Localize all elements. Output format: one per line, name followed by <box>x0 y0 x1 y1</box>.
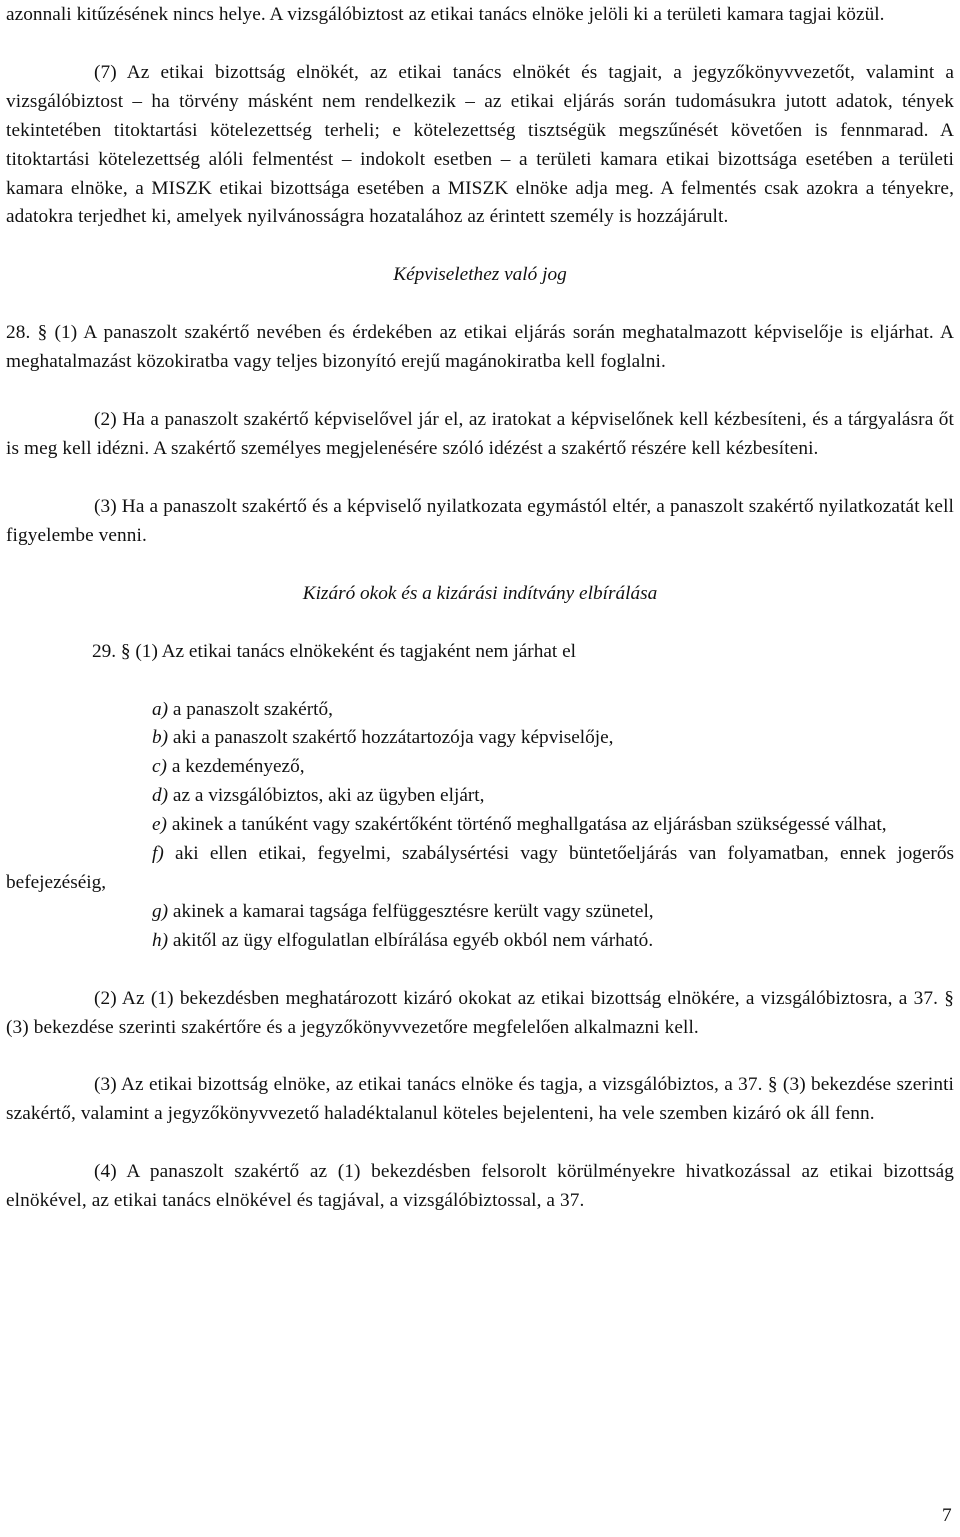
section-29-paragraph-3: (3) Az etikai bizottság elnöke, az etikai tanács elnöke és tagja, a vizsgálóbiztos, a 37. § (3) bekezdése szerinti szakértő, valamint a jegyzőkönyvvezető haladéktalanul köteles bejelenteni, ha vele szemben kizáró ok áll fenn. <box>6 1074 954 1125</box>
section-29-paragraph-1: 29. § (1) Az etikai tanács elnökeként és tagjaként nem járhat el <box>92 640 576 662</box>
section-heading-29: Kizáró okok és a kizárási indítvány elbírálása <box>302 582 658 604</box>
section-29-paragraph-4: (4) A panaszolt szakértő az (1) bekezdésben felsorolt körülményekre hivatkozással az etikai bizottság elnökével, az etikai tanács elnökével és tagjával, a vizsgálóbiztossal, a 37. <box>6 1161 954 1212</box>
exclusion-list <box>6 696 954 956</box>
paragraph-7: (7) Az etikai bizottság elnökét, az etikai tanács elnökét és tagjait, a jegyzőkönyvvezetőt, valamint a vizsgálóbiztost – ha törvény másként nem rendelkezik – az etikai eljárás során tudomásukra jutott adatok, tények tekintetében titoktartási kötelezettség terheli; e kötelezettség tisztségük megszűnését követően is fennmarad. A titoktartási kötelezettség alóli felmentést – indokolt esetben – a területi kamara etikai bizottsága esetében a területi kamara elnöke, a MISZK etikai bizottsága esetében a MISZK elnöke adja meg. A felmentés csak azokra a tényekre, adatokra terjedhet ki, amelyek nyilvánosságra hozatalához az érintett személy is hozzájárult. <box>6 61 954 228</box>
section-heading-28: Képviselethez való jog <box>393 264 567 286</box>
document-page <box>6 1 954 1216</box>
intro-paragraph: azonnali kitűzésének nincs helye. A vizsgálóbiztost az etikai tanács elnöke jelöli ki a területi kamara tagjai közül. <box>6 4 885 25</box>
list-item: e) akinek a tanúként vagy szakértőként történő meghallgatása az eljárásban szükségessé válhat, <box>152 814 887 836</box>
list-item: b) aki a panaszolt szakértő hozzátartozója vagy képviselője, <box>152 727 614 749</box>
list-item: f) aki ellen etikai, fegyelmi, szabálysértési vagy büntetőeljárás van folyamatban, ennek jogerős befejezéséig, <box>6 843 954 893</box>
list-item: d) az a vizsgálóbiztos, aki az ügyben eljárt, <box>152 785 485 807</box>
section-29-paragraph-2: (2) Az (1) bekezdésben meghatározott kizáró okokat az etikai bizottság elnökére, a vizsgálóbiztosra, a 37. § (3) bekezdése szerinti szakértőre és a jegyzőkönyvvezetőre megfelelően alkalmazni kell. <box>6 987 954 1038</box>
list-item: g) akinek a kamarai tagsága felfüggesztésre került vagy szünetel, <box>152 900 654 922</box>
list-item: h) akitől az ügy elfogulatlan elbírálása egyéb okból nem várható. <box>152 929 654 951</box>
section-28-paragraph-2: (2) Ha a panaszolt szakértő képviselővel jár el, az iratokat a képviselőnek kell kézbesíteni, és a tárgyalásra őt is meg kell idézni. A szakértő személyes megjelenésére szóló idézést a szakértő részére kell kézbesíteni. <box>6 409 954 459</box>
page-number: 7 <box>942 1505 952 1526</box>
list-item: c) a kezdeményező, <box>152 756 305 778</box>
section-28-paragraph-1: 28. § (1) A panaszolt szakértő nevében és érdekében az etikai eljárás során meghatalmazott képviselője is eljárhat. A meghatalmazást közokiratba vagy teljes bizonyító erejű magánokiratba kell foglalni. <box>6 322 954 373</box>
list-item: a) a panaszolt szakértő, <box>152 698 333 720</box>
section-28-paragraph-3: (3) Ha a panaszolt szakértő és a képviselő nyilatkozata egymástól eltér, a panaszolt szakértő nyilatkozatát kell figyelembe venni. <box>6 495 954 546</box>
